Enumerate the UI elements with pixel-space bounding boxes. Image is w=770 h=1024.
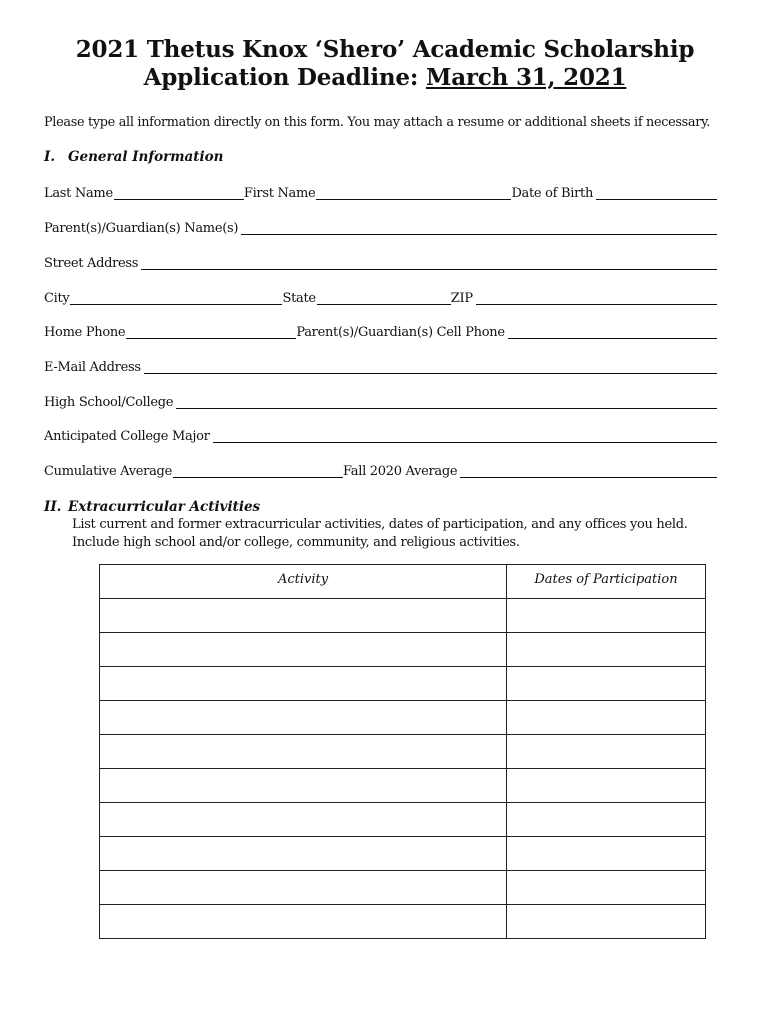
email-field[interactable] (144, 359, 717, 374)
city-label: City (44, 291, 70, 306)
table-row (100, 735, 706, 769)
title-line-1: 2021 Thetus Knox ‘Shero’ Academic Scholarship (75, 36, 695, 63)
fall-average-label: Fall 2020 Average (342, 464, 458, 479)
guardian-names-label: Parent(s)/Guardian(s) Name(s) (44, 221, 239, 236)
name-row (44, 184, 717, 202)
cumulative-field[interactable] (173, 463, 343, 478)
dates-cell[interactable] (507, 701, 706, 735)
state-label: State (282, 291, 316, 306)
school-label: High School/College (44, 395, 174, 410)
phone-row (44, 323, 717, 341)
dates-cell[interactable] (507, 837, 706, 871)
section-extracurricular-heading (44, 499, 260, 515)
zip-field[interactable] (476, 290, 717, 305)
table-row (100, 905, 706, 939)
dates-cell[interactable] (507, 769, 706, 803)
school-field[interactable] (176, 394, 717, 409)
home-phone-label: Home Phone (44, 325, 126, 340)
dates-cell[interactable] (507, 633, 706, 667)
title-line-2 (0, 64, 770, 92)
school-row (44, 393, 717, 411)
zip-label: ZIP (450, 291, 473, 306)
section-number: I. (44, 149, 56, 165)
email-row (44, 358, 717, 376)
street-row (44, 254, 717, 272)
city-field[interactable] (70, 290, 282, 305)
last-name-label: Last Name (44, 186, 113, 201)
state-field[interactable] (317, 290, 451, 305)
table-row (100, 803, 706, 837)
dates-cell[interactable] (507, 667, 706, 701)
table-row (100, 701, 706, 735)
first-name-label: First Name (243, 186, 316, 201)
table-row (100, 667, 706, 701)
table-row (100, 599, 706, 633)
instructions: Please type all information directly on this form. You may attach a resume or additional sheets if necessary. (44, 115, 711, 130)
dates-cell[interactable] (507, 735, 706, 769)
dates-cell[interactable] (507, 905, 706, 939)
deadline-date: March 31, 2021 (425, 64, 627, 91)
guardian-row (44, 219, 717, 237)
activity-cell[interactable] (100, 905, 507, 939)
activities-table (99, 564, 706, 939)
section-general-info-heading (44, 149, 223, 165)
dates-cell[interactable] (507, 871, 706, 905)
section-title: Extracurricular Activities (68, 499, 261, 515)
activity-cell[interactable] (100, 769, 507, 803)
guardian-cell-label: Parent(s)/Guardian(s) Cell Phone (296, 325, 505, 340)
dates-column-header: Dates of Participation (507, 565, 706, 599)
section-title: General Information (68, 149, 224, 165)
major-row (44, 427, 717, 445)
street-label: Street Address (44, 256, 139, 271)
dates-cell[interactable] (507, 803, 706, 837)
deadline-label: Application Deadline: (143, 64, 426, 91)
activity-cell[interactable] (100, 599, 507, 633)
section-number: II. (44, 499, 62, 515)
table-row (100, 633, 706, 667)
guardian-cell-field[interactable] (508, 324, 717, 339)
activity-cell[interactable] (100, 633, 507, 667)
home-phone-field[interactable] (126, 324, 296, 339)
dates-cell[interactable] (507, 599, 706, 633)
activity-column-header: Activity (100, 565, 507, 599)
guardian-names-field[interactable] (241, 220, 717, 235)
activity-cell[interactable] (100, 871, 507, 905)
city-row (44, 289, 717, 307)
dob-field[interactable] (596, 185, 717, 200)
table-row (100, 871, 706, 905)
fall-average-field[interactable] (460, 463, 717, 478)
form-title (0, 36, 770, 92)
section-note-2: Include high school and/or college, community, and religious activities. (72, 535, 520, 550)
activity-cell[interactable] (100, 701, 507, 735)
email-label: E-Mail Address (44, 360, 141, 375)
table-header-row (100, 565, 706, 599)
activity-cell[interactable] (100, 837, 507, 871)
average-row (44, 462, 717, 480)
first-name-field[interactable] (316, 185, 511, 200)
activity-cell[interactable] (100, 803, 507, 837)
major-label: Anticipated College Major (44, 429, 210, 444)
last-name-field[interactable] (114, 185, 244, 200)
activity-cell[interactable] (100, 667, 507, 701)
section-note-1: List current and former extracurricular activities, dates of participation, and any offices you held. (72, 517, 688, 532)
street-field[interactable] (141, 255, 717, 270)
table-row (100, 837, 706, 871)
table-row (100, 769, 706, 803)
activity-cell[interactable] (100, 735, 507, 769)
dob-label: Date of Birth (511, 186, 594, 201)
cumulative-label: Cumulative Average (44, 464, 172, 479)
major-field[interactable] (213, 428, 717, 443)
